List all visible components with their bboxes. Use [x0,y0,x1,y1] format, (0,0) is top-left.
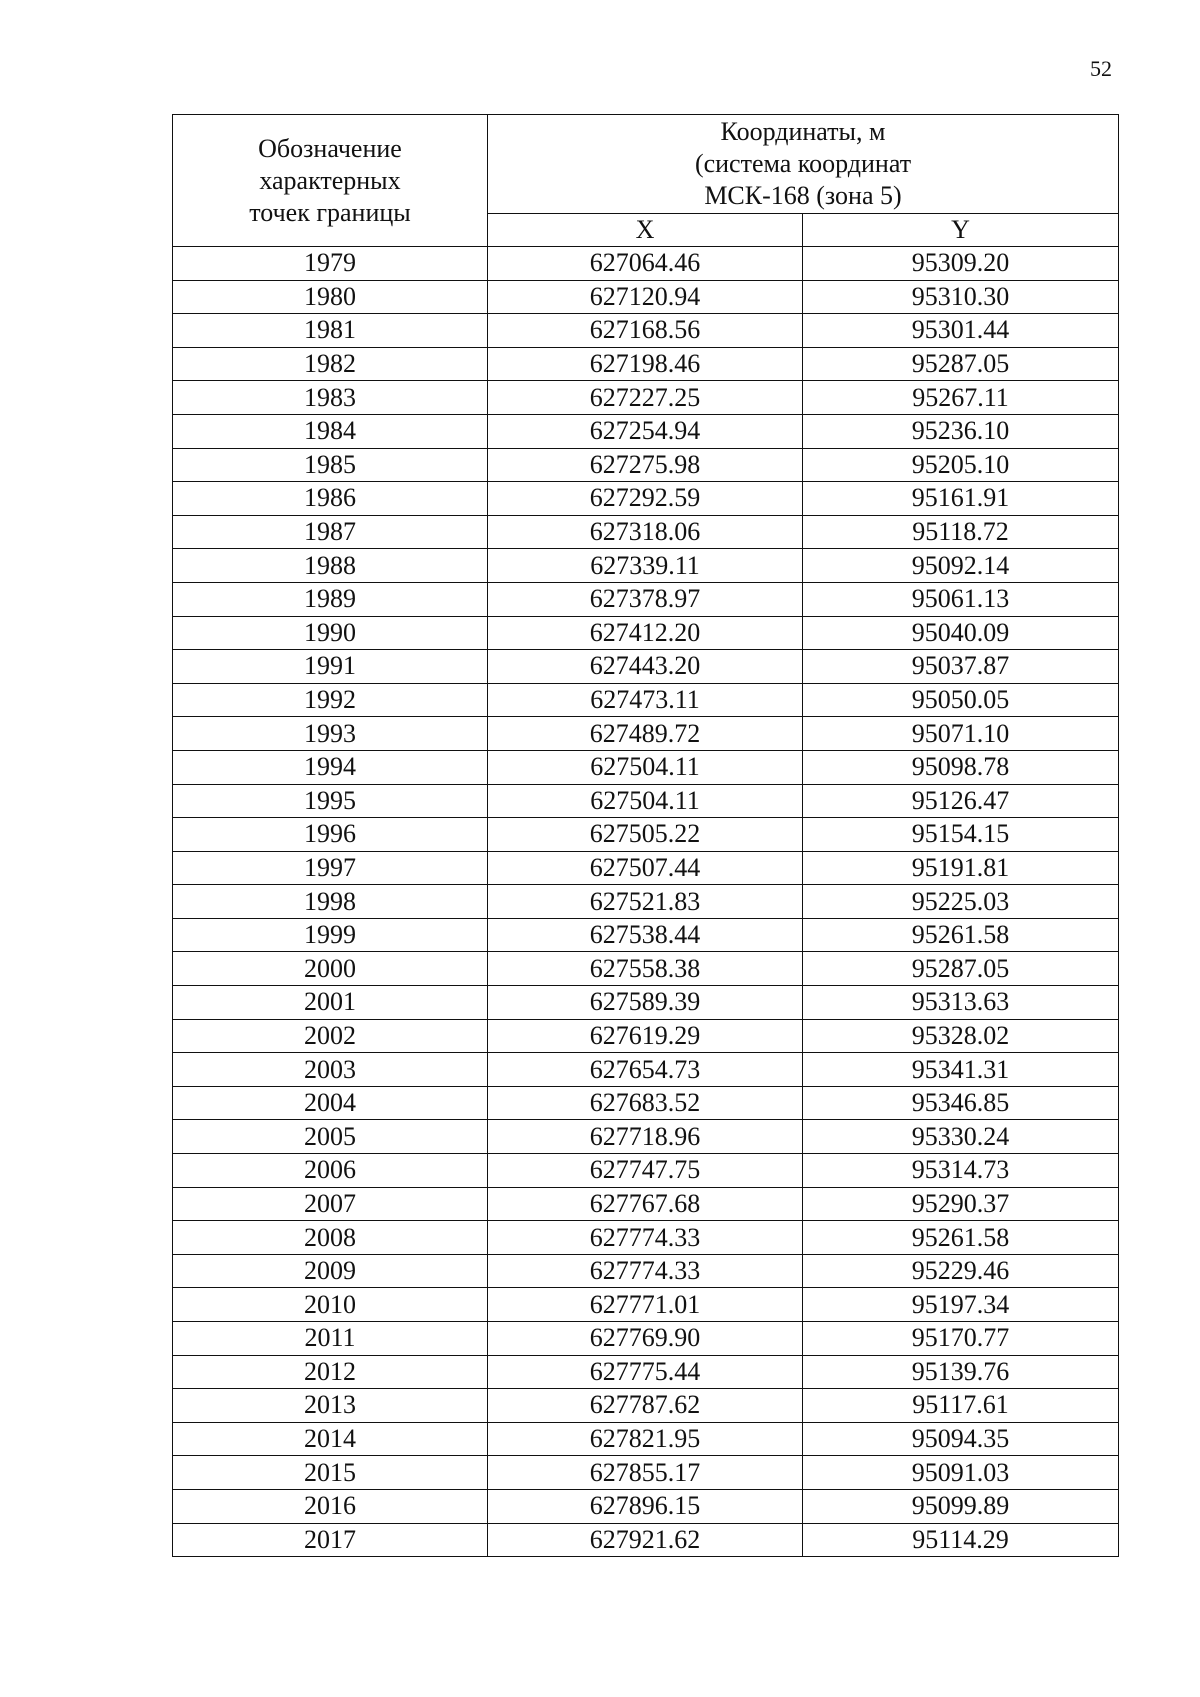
y-cell: 95310.30 [803,280,1119,314]
x-cell: 627318.06 [488,515,803,549]
y-cell: 95261.58 [803,918,1119,952]
point-header-line: точек границы [249,197,411,227]
point-cell: 2013 [173,1389,488,1423]
x-cell: 627521.83 [488,885,803,919]
x-cell: 627619.29 [488,1019,803,1053]
coords-header-line: Координаты, м [720,117,886,146]
x-cell: 627504.11 [488,784,803,818]
point-cell: 2010 [173,1288,488,1322]
x-cell: 627339.11 [488,549,803,583]
point-cell: 2003 [173,1053,488,1087]
point-cell: 1988 [173,549,488,583]
table-row [173,381,1119,415]
x-cell: 627292.59 [488,482,803,516]
x-cell: 627538.44 [488,918,803,952]
y-cell: 95050.05 [803,683,1119,717]
y-cell: 95287.05 [803,347,1119,381]
y-cell: 95154.15 [803,818,1119,852]
y-cell: 95098.78 [803,750,1119,784]
table-row [173,448,1119,482]
point-header-line: Обозначение [258,133,402,163]
point-header-line: характерных [259,165,401,195]
table-row [173,1489,1119,1523]
point-column-header [173,115,488,247]
table-row [173,280,1119,314]
x-cell: 627821.95 [488,1422,803,1456]
point-cell: 1979 [173,247,488,281]
point-cell: 1999 [173,918,488,952]
table-row [173,549,1119,583]
table-row [173,952,1119,986]
coordinates-column-header [488,115,1119,214]
point-cell: 2009 [173,1254,488,1288]
y-cell: 95314.73 [803,1154,1119,1188]
y-cell: 95236.10 [803,414,1119,448]
point-cell: 1993 [173,717,488,751]
y-cell: 95170.77 [803,1322,1119,1356]
point-cell: 2008 [173,1221,488,1255]
x-cell: 627198.46 [488,347,803,381]
table-row [173,1322,1119,1356]
x-cell: 627378.97 [488,582,803,616]
y-cell: 95225.03 [803,885,1119,919]
point-cell: 1997 [173,851,488,885]
point-cell: 2012 [173,1355,488,1389]
x-cell: 627473.11 [488,683,803,717]
table-row [173,1120,1119,1154]
point-cell: 2001 [173,986,488,1020]
point-cell: 2007 [173,1187,488,1221]
x-cell: 627769.90 [488,1322,803,1356]
point-cell: 1994 [173,750,488,784]
table-row [173,1187,1119,1221]
coords-header-line: МСК-168 (зона 5) [704,181,902,210]
table-row [173,1221,1119,1255]
y-cell: 95126.47 [803,784,1119,818]
table-row [173,851,1119,885]
y-cell: 95197.34 [803,1288,1119,1322]
point-cell: 2014 [173,1422,488,1456]
x-cell: 627774.33 [488,1221,803,1255]
x-cell: 627507.44 [488,851,803,885]
table-row [173,247,1119,281]
table-row [173,1254,1119,1288]
y-cell: 95139.76 [803,1355,1119,1389]
y-cell: 95229.46 [803,1254,1119,1288]
table-row [173,1422,1119,1456]
point-cell: 1987 [173,515,488,549]
x-cell: 627775.44 [488,1355,803,1389]
coords-header-line: (система координат [694,149,912,178]
point-cell: 2006 [173,1154,488,1188]
y-cell: 95313.63 [803,986,1119,1020]
table-row [173,650,1119,684]
point-cell: 1990 [173,616,488,650]
y-cell: 95261.58 [803,1221,1119,1255]
x-cell: 627855.17 [488,1456,803,1490]
x-cell: 627767.68 [488,1187,803,1221]
x-cell: 627654.73 [488,1053,803,1087]
table-row [173,1019,1119,1053]
x-cell: 627227.25 [488,381,803,415]
table-row [173,784,1119,818]
table-row [173,482,1119,516]
x-cell: 627787.62 [488,1389,803,1423]
x-cell: 627120.94 [488,280,803,314]
y-cell: 95267.11 [803,381,1119,415]
point-cell: 1982 [173,347,488,381]
point-cell: 2016 [173,1489,488,1523]
table-row [173,414,1119,448]
y-cell: 95309.20 [803,247,1119,281]
table-row [173,1389,1119,1423]
y-cell: 95037.87 [803,650,1119,684]
y-cell: 95117.61 [803,1389,1119,1423]
table-row [173,1523,1119,1557]
x-cell: 627896.15 [488,1489,803,1523]
y-cell: 95071.10 [803,717,1119,751]
y-cell: 95091.03 [803,1456,1119,1490]
x-cell: 627589.39 [488,986,803,1020]
table-row [173,347,1119,381]
y-cell: 95328.02 [803,1019,1119,1053]
point-cell: 1985 [173,448,488,482]
y-cell: 95346.85 [803,1086,1119,1120]
point-cell: 1998 [173,885,488,919]
x-cell: 627443.20 [488,650,803,684]
point-cell: 1991 [173,650,488,684]
point-cell: 1986 [173,482,488,516]
point-cell: 1992 [173,683,488,717]
table-row [173,515,1119,549]
table-row [173,885,1119,919]
y-cell: 95114.29 [803,1523,1119,1557]
page-number: 52 [1090,56,1112,81]
point-cell: 1983 [173,381,488,415]
point-cell: 1984 [173,414,488,448]
x-cell: 627412.20 [488,616,803,650]
x-cell: 627505.22 [488,818,803,852]
point-cell: 1980 [173,280,488,314]
table-row [173,1154,1119,1188]
table-row [173,1053,1119,1087]
y-cell: 95341.31 [803,1053,1119,1087]
x-cell: 627683.52 [488,1086,803,1120]
table-row [173,1288,1119,1322]
y-cell: 95040.09 [803,616,1119,650]
coordinates-table [172,114,1119,1557]
y-cell: 95161.91 [803,482,1119,516]
x-cell: 627489.72 [488,717,803,751]
table-row [173,314,1119,348]
x-cell: 627504.11 [488,750,803,784]
point-cell: 2002 [173,1019,488,1053]
y-cell: 95287.05 [803,952,1119,986]
table-row [173,582,1119,616]
point-cell: 1995 [173,784,488,818]
y-column-header: Y [803,214,1119,247]
table-header [173,115,1119,247]
y-cell: 95191.81 [803,851,1119,885]
x-cell: 627774.33 [488,1254,803,1288]
y-cell: 95118.72 [803,515,1119,549]
table-row [173,1086,1119,1120]
table-row [173,1456,1119,1490]
point-cell: 2011 [173,1322,488,1356]
x-cell: 627921.62 [488,1523,803,1557]
point-cell: 1989 [173,582,488,616]
table-row [173,1355,1119,1389]
point-cell: 2004 [173,1086,488,1120]
x-column-header: X [488,214,803,247]
table-row [173,717,1119,751]
table-row [173,750,1119,784]
y-cell: 95301.44 [803,314,1119,348]
x-cell: 627747.75 [488,1154,803,1188]
point-cell: 2000 [173,952,488,986]
point-cell: 1981 [173,314,488,348]
x-cell: 627718.96 [488,1120,803,1154]
point-cell: 2017 [173,1523,488,1557]
x-cell: 627558.38 [488,952,803,986]
table-row [173,918,1119,952]
table-row [173,683,1119,717]
point-cell: 2005 [173,1120,488,1154]
x-cell: 627168.56 [488,314,803,348]
x-cell: 627771.01 [488,1288,803,1322]
y-cell: 95330.24 [803,1120,1119,1154]
table-row [173,616,1119,650]
table-row [173,986,1119,1020]
point-cell: 1996 [173,818,488,852]
y-cell: 95094.35 [803,1422,1119,1456]
table-row [173,818,1119,852]
x-cell: 627275.98 [488,448,803,482]
x-cell: 627064.46 [488,247,803,281]
x-cell: 627254.94 [488,414,803,448]
y-cell: 95061.13 [803,582,1119,616]
point-cell: 2015 [173,1456,488,1490]
y-cell: 95290.37 [803,1187,1119,1221]
y-cell: 95099.89 [803,1489,1119,1523]
y-cell: 95092.14 [803,549,1119,583]
table-body [173,247,1119,1557]
y-cell: 95205.10 [803,448,1119,482]
